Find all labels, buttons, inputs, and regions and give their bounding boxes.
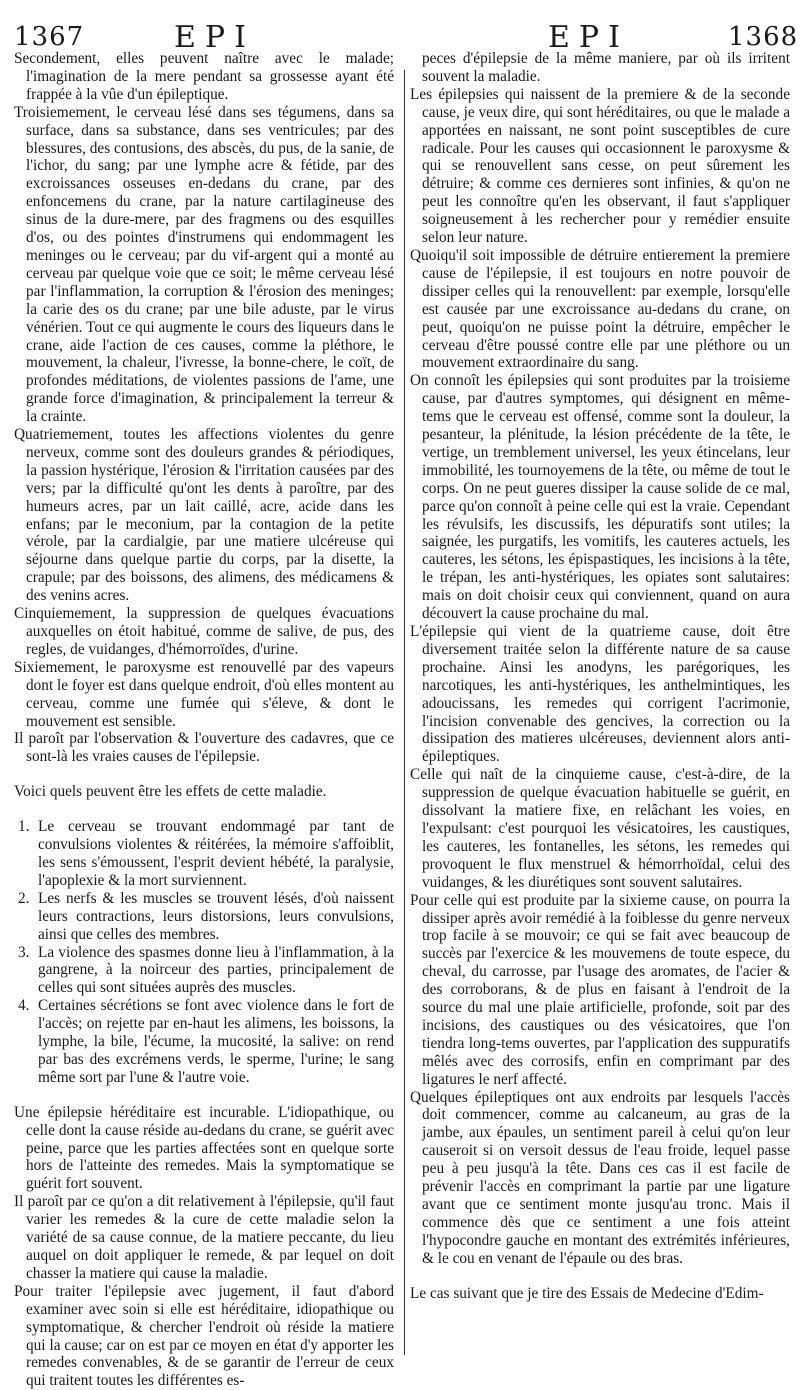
- column-rule: [404, 70, 405, 1355]
- paragraph: Quelques épileptiques ont aux endroits par lesquels l'accès doit commencer, comme au calcaneum, au gras de la jambe, aux épaules, un sentiment pareil à celui qu'on leur causeroit si on versoit dessus de l'eau froide, lequel passe peu à peu jusqu'à la tête. Dans ces cas il est facile de prévenir l'accès en comprimant la partie par une ligature avant que ce sentiment monte jusqu'au tronc. Mais il commence dès que ce sentiment a une fois atteint l'hypocondre gauche en montant des extrémités inférieures, & le cou en venant de l'épaule ou des bras.: [410, 1088, 790, 1267]
- paragraph: Il paroît par ce qu'on a dit relativement à l'épilepsie, qu'il faut varier les remedes & la cure de cette maladie selon la variété de sa cause connue, de la matiere peccante, du lieu auquel on doit appliquer le remede, & par lequel on doit chasser la matiere qui cause la maladie.: [14, 1193, 394, 1282]
- paragraph: Secondement, elles peuvent naître avec le malade; l'imagination de la mere pendant sa grossesse ayant été frappée à la vûe d'un épileptique.: [14, 50, 394, 103]
- list-item: 3. La violence des spasmes donne lieu à l'inflammation, à la gangrene, à la noirceur des parties, principalement de celles qui sont situées auprès des muscles.: [18, 943, 394, 997]
- paragraph: Quatriemement, toutes les affections violentes du genre nerveux, comme sont des douleurs grandes & périodiques, la passion hystérique, l'érosion & l'irritation causées par des vers; par la difficulté qu'ont les dents à paroître, par des humeurs acres, par un lait caillé, acre, acide dans les enfans; par le meconium, par la contagion de la petite vérole, par la cardialgie, par une matiere ulcéreuse qui séjourne dans quelque partie du corps, par la disette, la crapule; par des boissons, des alimens, des médicamens & des venins acres.: [14, 426, 394, 605]
- page-number-right: 1368: [728, 22, 799, 52]
- left-column: [14, 50, 394, 1390]
- paragraph: Troisiemement, le cerveau lésé dans ses tégumens, dans sa surface, dans sa substance, dans ses ventricules; par des blessures, des contusions, des abscès, du pus, de la sanie, de l'ichor, du sang; par une lymphe acre & fétide, par des excroissances osseuses en-dedans du crane, par des enfoncemens du crane, par la nature cartilagineuse des sinus de la dure-mere, par des fragmens ou des esquilles d'os, ou des pointes d'instrumens qui endommagent les meninges ou le cerveau; par du vif-argent qui a monté au cerveau par quelque voie que ce soit; le même cerveau lésé par l'inflammation, la corruption & l'érosion des meninges; la carie des os du crane; par une bile aduste, par le virus vénérien. Tout ce qui augmente le cours des liqueurs dans le crane, aide l'action de ces causes, comme la pléthore, le mouvement, la chaleur, l'ivresse, la bonne-chere, le coït, de profondes méditations, de violentes passions de l'ame, une grande force d'imagination, & principalement la terreur & la crainte.: [14, 103, 394, 426]
- paragraph: Le cas suivant que je tire des Essais de Medecine d'Edim-: [410, 1284, 764, 1302]
- running-title-left: EPI: [174, 20, 255, 55]
- right-column: [410, 50, 790, 1303]
- paragraph: Il paroît par l'observation & l'ouverture des cadavres, que ce sont-là les vraies causes de l'épilepsie.: [14, 730, 394, 766]
- paragraph: Cinquiemement, la suppression de quelques évacuations auxquelles on étoit habitué, comme de salive, de pus, des regles, de vuidanges, d'hémorroïdes, d'urine.: [14, 605, 394, 658]
- list-item: 2. Les nerfs & les muscles se trouvent lésés, d'où naissent leurs contractions, leurs distorsions, leurs convulsions, ainsi que celles des membres.: [18, 889, 394, 943]
- paragraph: Quoiqu'il soit impossible de détruire entierement la premiere cause de l'épilepsie, il est toujours en notre pouvoir de dissiper celles qui la renouvellent: par exemple, lorsqu'elle est causée par une excroissance au-dedans du crane, on peut, quoiqu'on ne puisse point la détruire, empêcher le cerveau d'être poussé contre elle par une pléthore ou un mouvement extraordinaire du sang.: [410, 246, 790, 372]
- paragraph: Les épilepsies qui naissent de la premiere & de la seconde cause, je veux dire, qui sont héréditaires, ou que le malade a apportées en naissant, ne sont point susceptibles de cure radicale. Pour les causes qui occasionnent le paroxysme & qui se renouvellent sans cesse, on peut sûrement les détruire; & comme ces dernieres sont infinies, & qu'on ne peut les connoître qu'en les observant, il faut s'appliquer soigneusement à les rechercher pour y remédier ensuite selon leur nature.: [410, 85, 790, 247]
- paragraph: Une épilepsie héréditaire est incurable. L'idiopathique, ou celle dont la cause réside au-dedans du crane, se guérit avec peine, parce que les parties affectées sont en quelque sorte hors de l'atteinte des remedes. Mais la symptomatique se guérit fort souvent.: [14, 1103, 394, 1193]
- list-item: 1. Le cerveau se trouvant endommagé par tant de convulsions violentes & réitérées, la mémoire s'affoiblit, les sens s'émoussent, l'esprit devient hébété, la paralysie, l'apoplexie & la mort surviennent.: [18, 818, 394, 889]
- paragraph: Pour celle qui est produite par la sixieme cause, on pourra la dissiper après avoir remédié à la foiblesse du genre nerveux trop facile à se mouvoir; ce qui se fait avec beaucoup de succès par l'exercice & les mouvemens de toute espece, du cheval, du carrosse, par l'usage des aromates, de l'acier & des corroborans, & de plus en faisant à l'endroit de la source du mal une plaie artificielle, profonde, soit par des incisions, des caustiques ou des vésicatoires, que l'on tiendra long-tems ouvertes, par l'application des suppuratifs mêlés avec des corrosifs, enfin en comprimant par des ligatures le nerf affecté.: [410, 891, 790, 1088]
- paragraph: On connoît les épilepsies qui sont produites par la troisieme cause, par d'autres symptomes, qui désignent en même-tems que le cerveau est offensé, comme sont la douleur, la pesanteur, la plénitude, la lésion précédente de la tête, le vertige, un tremblement universel, les yeux étincelans, leur immobilité, les tournoyemens de la tête, ou même de tout le corps. On ne peut gueres dissiper la cause solide de ce mal, parce qu'on connoît à peine celle qui est la vraie. Cependant les révulsifs, les discussifs, les dépuratifs sont utiles; la saignée, les purgatifs, les vomitifs, les cauteres actuels, les cauteres, les sétons, les épispastiques, les incisions à la tête, le trépan, les anti-hystériques, les opiates sont salutaires: mais on doit choisir ceux qui conviennent, quand on aura découvert la cause prochaine du mal.: [410, 372, 790, 623]
- running-title-right: EPI: [548, 20, 629, 55]
- paragraph: L'épilepsie qui vient de la quatrieme cause, doit être diversement traitée selon la différente nature de sa cause prochaine. Ainsi les anodyns, les parégoriques, les narcotiques, les anti-hystériques, les anthelmintiques, les adoucissans, les remedes qui corrigent l'acrimonie, l'incision convenable des gencives, la correction ou la dissipation des matieres ulcéreuses, deviennent alors anti-épileptiques.: [410, 623, 790, 766]
- paragraph: Voici quels peuvent être les effets de cette maladie.: [14, 783, 327, 801]
- paragraph: peces d'épilepsie de la même maniere, par où ils irritent souvent la maladie.: [422, 50, 790, 85]
- page-number-left: 1367: [14, 22, 85, 52]
- list-item: 4. Certaines sécrétions se font avec violence dans le fort de l'accès; on rejette par en-haut les alimens, les boissons, la lymphe, la bile, l'écume, la mucosité, la salive: on rend par bas des excrémens verds, le sperme, l'urine; le sang même sort par l'une & l'autre voie.: [18, 997, 394, 1086]
- paragraph: Pour traiter l'épilepsie avec jugement, il faut d'abord examiner avec soin si elle est héréditaire, idiopathique ou symptomatique, & chercher l'endroit où réside la matiere qui la cause; car on est par ce moyen en état d'y apporter les remedes convenables, & de se garantir de l'erreur de ceux qui traitent toutes les différentes es-: [14, 1282, 394, 1390]
- paragraph: Celle qui naît de la cinquieme cause, c'est-à-dire, de la suppression de quelque évacuation habituelle se guérit, en dissolvant la matiere fixe, en relâchant les voies, en l'expulsant: c'est pourquoi les vésicatoires, les caustiques, les cauteres, les fontanelles, les sétons, les remedes qui provoquent le flux menstruel & hémorrhoïdal, celui des vuidanges, & les diurétiques sont souvent salutaires.: [410, 766, 790, 891]
- paragraph: Sixiemement, le paroxysme est renouvellé par des vapeurs dont le foyer est dans quelque endroit, d'où elles montent au cerveau, comme une fumée qui s'éleve, & dont le mouvement est sensible.: [14, 658, 394, 730]
- effects-list: [14, 818, 394, 1087]
